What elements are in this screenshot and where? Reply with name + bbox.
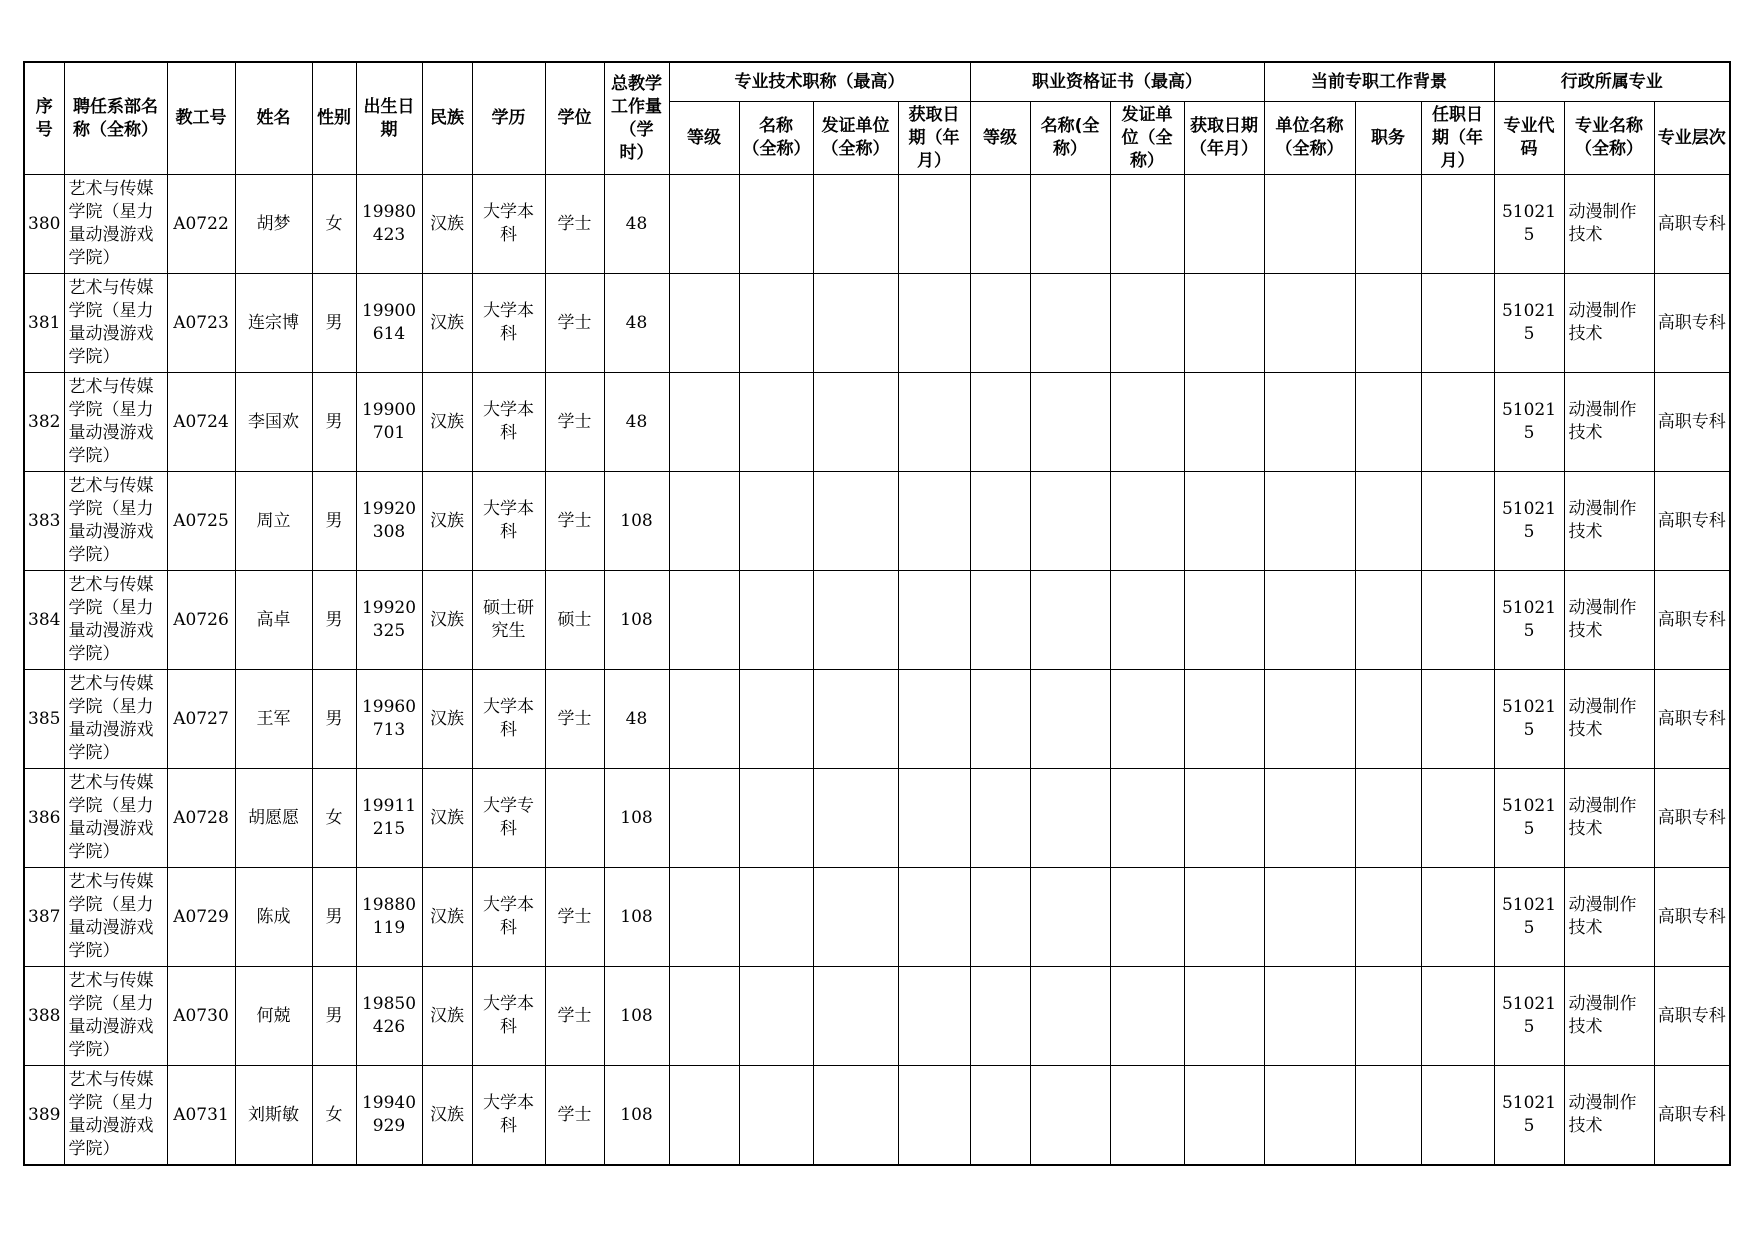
- cell-seq: 385: [24, 670, 64, 769]
- cell-edu: 大学本科: [472, 274, 545, 373]
- cell-major-name: 动漫制作技术: [1564, 472, 1654, 571]
- cell-gender: 女: [312, 1066, 356, 1166]
- cell-name: 陈成: [235, 868, 312, 967]
- cell-cert-issuer: [1110, 967, 1184, 1066]
- cell-cert-issuer: [1110, 769, 1184, 868]
- cell-title-name: [739, 1066, 813, 1166]
- col-header-cert-issuer: 发证单位（全称）: [1110, 102, 1184, 175]
- cell-hours: 108: [604, 1066, 669, 1166]
- cell-degree: 学士: [545, 274, 604, 373]
- cell-job-unit: [1264, 868, 1355, 967]
- table-row: [24, 967, 1730, 1066]
- cell-title-issuer: [813, 1066, 898, 1166]
- cell-gender: 男: [312, 967, 356, 1066]
- cell-dept: 艺术与传媒学院（星力量动漫游戏学院）: [64, 1066, 167, 1166]
- cell-cert-level: [970, 868, 1030, 967]
- table-row: [24, 1066, 1730, 1166]
- cell-job-unit: [1264, 1066, 1355, 1166]
- cell-cert-issuer: [1110, 1066, 1184, 1166]
- cell-edu: 大学本科: [472, 175, 545, 274]
- cell-major-code: 510215: [1494, 967, 1564, 1066]
- cell-major-name: 动漫制作技术: [1564, 769, 1654, 868]
- cell-job-unit: [1264, 571, 1355, 670]
- cell-cert-name: [1030, 175, 1110, 274]
- cell-seq: 382: [24, 373, 64, 472]
- cell-name: 胡愿愿: [235, 769, 312, 868]
- cell-cert-issuer: [1110, 472, 1184, 571]
- cell-job-date: [1421, 175, 1494, 274]
- cell-job-unit: [1264, 769, 1355, 868]
- cell-title-name: [739, 571, 813, 670]
- cell-cert-issuer: [1110, 175, 1184, 274]
- cell-cert-date: [1184, 967, 1264, 1066]
- cell-edu: 大学本科: [472, 967, 545, 1066]
- cell-gender: 男: [312, 373, 356, 472]
- cell-job-unit: [1264, 967, 1355, 1066]
- cell-major-code: 510215: [1494, 373, 1564, 472]
- cell-gender: 男: [312, 868, 356, 967]
- group-header-job: 当前专职工作背景: [1264, 62, 1494, 102]
- cell-name: 高卓: [235, 571, 312, 670]
- cell-cert-level: [970, 373, 1030, 472]
- cell-degree: 学士: [545, 868, 604, 967]
- cell-major-code: 510215: [1494, 274, 1564, 373]
- cell-major-code: 510215: [1494, 868, 1564, 967]
- cell-cert-date: [1184, 670, 1264, 769]
- cell-cert-issuer: [1110, 274, 1184, 373]
- col-header-staff-id: 教工号: [167, 62, 235, 175]
- cell-cert-level: [970, 571, 1030, 670]
- cell-ethnic: 汉族: [422, 1066, 472, 1166]
- cell-job-date: [1421, 1066, 1494, 1166]
- cell-cert-name: [1030, 472, 1110, 571]
- cell-major-name: 动漫制作技术: [1564, 868, 1654, 967]
- cell-ethnic: 汉族: [422, 868, 472, 967]
- cell-dept: 艺术与传媒学院（星力量动漫游戏学院）: [64, 175, 167, 274]
- cell-gender: 男: [312, 274, 356, 373]
- cell-major-level: 高职专科: [1654, 670, 1730, 769]
- cell-title-name: [739, 670, 813, 769]
- cell-cert-date: [1184, 868, 1264, 967]
- cell-hours: 108: [604, 571, 669, 670]
- cell-hours: 108: [604, 472, 669, 571]
- cell-major-code: 510215: [1494, 472, 1564, 571]
- cell-title-issuer: [813, 670, 898, 769]
- cell-dept: 艺术与传媒学院（星力量动漫游戏学院）: [64, 670, 167, 769]
- table-row: [24, 571, 1730, 670]
- cell-cert-name: [1030, 967, 1110, 1066]
- cell-title-issuer: [813, 967, 898, 1066]
- cell-gender: 女: [312, 175, 356, 274]
- cell-title-date: [898, 373, 970, 472]
- cell-birth: 19920308: [356, 472, 422, 571]
- col-header-hours: 总教学工作量（学时）: [604, 62, 669, 175]
- cell-cert-issuer: [1110, 868, 1184, 967]
- cell-staff-id: A0724: [167, 373, 235, 472]
- cell-title-issuer: [813, 571, 898, 670]
- col-header-job-unit: 单位名称（全称）: [1264, 102, 1355, 175]
- cell-title-level: [669, 472, 739, 571]
- cell-title-level: [669, 670, 739, 769]
- cell-degree: 学士: [545, 373, 604, 472]
- cell-cert-level: [970, 670, 1030, 769]
- cell-name: 刘斯敏: [235, 1066, 312, 1166]
- cell-job-unit: [1264, 670, 1355, 769]
- table-row: [24, 373, 1730, 472]
- cell-cert-date: [1184, 175, 1264, 274]
- cell-cert-level: [970, 175, 1030, 274]
- cell-title-date: [898, 868, 970, 967]
- cell-job-position: [1355, 1066, 1421, 1166]
- cell-title-name: [739, 472, 813, 571]
- cell-cert-date: [1184, 274, 1264, 373]
- cell-birth: 19900701: [356, 373, 422, 472]
- cell-title-level: [669, 571, 739, 670]
- cell-title-date: [898, 274, 970, 373]
- table-row: [24, 175, 1730, 274]
- cell-title-level: [669, 274, 739, 373]
- table-row: [24, 868, 1730, 967]
- cell-degree: [545, 769, 604, 868]
- cell-staff-id: A0722: [167, 175, 235, 274]
- cell-name: 连宗博: [235, 274, 312, 373]
- col-header-title-level: 等级: [669, 102, 739, 175]
- cell-job-position: [1355, 769, 1421, 868]
- cell-major-code: 510215: [1494, 1066, 1564, 1166]
- cell-title-issuer: [813, 274, 898, 373]
- cell-title-name: [739, 967, 813, 1066]
- cell-job-date: [1421, 472, 1494, 571]
- cell-edu: 硕士研究生: [472, 571, 545, 670]
- cell-title-issuer: [813, 175, 898, 274]
- cell-major-code: 510215: [1494, 571, 1564, 670]
- cell-hours: 108: [604, 769, 669, 868]
- cell-birth: 19940929: [356, 1066, 422, 1166]
- cell-cert-issuer: [1110, 670, 1184, 769]
- cell-birth: 19880119: [356, 868, 422, 967]
- cell-title-issuer: [813, 373, 898, 472]
- cell-major-level: 高职专科: [1654, 571, 1730, 670]
- cell-job-position: [1355, 670, 1421, 769]
- cell-seq: 380: [24, 175, 64, 274]
- cell-gender: 女: [312, 769, 356, 868]
- cell-edu: 大学本科: [472, 472, 545, 571]
- col-header-cert-level: 等级: [970, 102, 1030, 175]
- cell-title-name: [739, 769, 813, 868]
- cell-edu: 大学本科: [472, 868, 545, 967]
- cell-seq: 389: [24, 1066, 64, 1166]
- col-header-dept: 聘任系部名称（全称）: [64, 62, 167, 175]
- cell-major-name: 动漫制作技术: [1564, 373, 1654, 472]
- cell-dept: 艺术与传媒学院（星力量动漫游戏学院）: [64, 868, 167, 967]
- cell-birth: 19980423: [356, 175, 422, 274]
- cell-cert-date: [1184, 472, 1264, 571]
- col-header-job-date: 任职日期（年月）: [1421, 102, 1494, 175]
- cell-staff-id: A0723: [167, 274, 235, 373]
- cell-edu: 大学本科: [472, 1066, 545, 1166]
- cell-job-unit: [1264, 472, 1355, 571]
- cell-degree: 学士: [545, 175, 604, 274]
- cell-degree: 学士: [545, 670, 604, 769]
- group-header-major: 行政所属专业: [1494, 62, 1730, 102]
- cell-major-level: 高职专科: [1654, 472, 1730, 571]
- table-row: [24, 472, 1730, 571]
- cell-degree: 学士: [545, 1066, 604, 1166]
- cell-birth: 19920325: [356, 571, 422, 670]
- table-row: [24, 769, 1730, 868]
- col-header-gender: 性别: [312, 62, 356, 175]
- cell-staff-id: A0727: [167, 670, 235, 769]
- cell-birth: 19960713: [356, 670, 422, 769]
- col-header-cert-date: 获取日期（年月）: [1184, 102, 1264, 175]
- col-header-birth: 出生日期: [356, 62, 422, 175]
- table-body: [24, 175, 1730, 1166]
- cell-title-date: [898, 175, 970, 274]
- cell-cert-date: [1184, 571, 1264, 670]
- cell-major-level: 高职专科: [1654, 373, 1730, 472]
- cell-job-position: [1355, 274, 1421, 373]
- col-header-name: 姓名: [235, 62, 312, 175]
- cell-degree: 学士: [545, 472, 604, 571]
- group-header-cert: 职业资格证书（最高）: [970, 62, 1264, 102]
- cell-major-level: 高职专科: [1654, 967, 1730, 1066]
- cell-dept: 艺术与传媒学院（星力量动漫游戏学院）: [64, 274, 167, 373]
- cell-major-name: 动漫制作技术: [1564, 967, 1654, 1066]
- cell-major-level: 高职专科: [1654, 868, 1730, 967]
- cell-dept: 艺术与传媒学院（星力量动漫游戏学院）: [64, 769, 167, 868]
- cell-hours: 48: [604, 175, 669, 274]
- cell-cert-name: [1030, 571, 1110, 670]
- cell-job-position: [1355, 472, 1421, 571]
- cell-seq: 386: [24, 769, 64, 868]
- cell-staff-id: A0726: [167, 571, 235, 670]
- cell-job-position: [1355, 373, 1421, 472]
- cell-major-level: 高职专科: [1654, 1066, 1730, 1166]
- cell-cert-name: [1030, 670, 1110, 769]
- cell-title-name: [739, 175, 813, 274]
- cell-cert-date: [1184, 769, 1264, 868]
- cell-gender: 男: [312, 670, 356, 769]
- cell-gender: 男: [312, 472, 356, 571]
- cell-title-level: [669, 1066, 739, 1166]
- cell-name: 胡梦: [235, 175, 312, 274]
- cell-job-date: [1421, 670, 1494, 769]
- cell-title-date: [898, 571, 970, 670]
- cell-cert-name: [1030, 769, 1110, 868]
- cell-title-date: [898, 670, 970, 769]
- cell-title-level: [669, 868, 739, 967]
- col-header-seq: 序号: [24, 62, 64, 175]
- cell-title-date: [898, 967, 970, 1066]
- cell-major-level: 高职专科: [1654, 274, 1730, 373]
- col-header-degree: 学位: [545, 62, 604, 175]
- table-row: [24, 670, 1730, 769]
- cell-ethnic: 汉族: [422, 670, 472, 769]
- cell-job-unit: [1264, 373, 1355, 472]
- cell-ethnic: 汉族: [422, 769, 472, 868]
- cell-name: 王军: [235, 670, 312, 769]
- cell-seq: 388: [24, 967, 64, 1066]
- cell-title-name: [739, 868, 813, 967]
- cell-dept: 艺术与传媒学院（星力量动漫游戏学院）: [64, 571, 167, 670]
- cell-cert-name: [1030, 868, 1110, 967]
- cell-edu: 大学专科: [472, 769, 545, 868]
- cell-cert-level: [970, 472, 1030, 571]
- cell-ethnic: 汉族: [422, 274, 472, 373]
- cell-title-issuer: [813, 769, 898, 868]
- cell-hours: 108: [604, 967, 669, 1066]
- cell-cert-level: [970, 769, 1030, 868]
- cell-seq: 384: [24, 571, 64, 670]
- group-header-title: 专业技术职称（最高）: [669, 62, 970, 102]
- cell-title-level: [669, 175, 739, 274]
- col-header-cert-name: 名称(全称）: [1030, 102, 1110, 175]
- cell-title-issuer: [813, 868, 898, 967]
- cell-job-unit: [1264, 274, 1355, 373]
- cell-cert-name: [1030, 274, 1110, 373]
- cell-ethnic: 汉族: [422, 175, 472, 274]
- cell-gender: 男: [312, 571, 356, 670]
- cell-job-unit: [1264, 175, 1355, 274]
- cell-major-code: 510215: [1494, 670, 1564, 769]
- cell-hours: 108: [604, 868, 669, 967]
- cell-title-date: [898, 1066, 970, 1166]
- cell-job-position: [1355, 571, 1421, 670]
- cell-hours: 48: [604, 670, 669, 769]
- col-header-title-date: 获取日期（年月）: [898, 102, 970, 175]
- cell-hours: 48: [604, 373, 669, 472]
- cell-title-name: [739, 274, 813, 373]
- cell-cert-issuer: [1110, 571, 1184, 670]
- cell-job-position: [1355, 175, 1421, 274]
- cell-title-name: [739, 373, 813, 472]
- cell-title-date: [898, 769, 970, 868]
- cell-major-name: 动漫制作技术: [1564, 1066, 1654, 1166]
- cell-cert-date: [1184, 1066, 1264, 1166]
- cell-ethnic: 汉族: [422, 967, 472, 1066]
- cell-major-level: 高职专科: [1654, 175, 1730, 274]
- col-header-major-name: 专业名称（全称）: [1564, 102, 1654, 175]
- cell-ethnic: 汉族: [422, 571, 472, 670]
- cell-edu: 大学本科: [472, 670, 545, 769]
- cell-edu: 大学本科: [472, 373, 545, 472]
- cell-cert-level: [970, 274, 1030, 373]
- cell-seq: 387: [24, 868, 64, 967]
- staff-table: [23, 61, 1731, 1166]
- col-header-edu: 学历: [472, 62, 545, 175]
- cell-title-level: [669, 769, 739, 868]
- cell-degree: 学士: [545, 967, 604, 1066]
- cell-title-level: [669, 373, 739, 472]
- cell-job-position: [1355, 967, 1421, 1066]
- cell-job-date: [1421, 868, 1494, 967]
- cell-ethnic: 汉族: [422, 472, 472, 571]
- col-header-job-position: 职务: [1355, 102, 1421, 175]
- cell-major-name: 动漫制作技术: [1564, 670, 1654, 769]
- cell-cert-level: [970, 1066, 1030, 1166]
- cell-job-date: [1421, 967, 1494, 1066]
- cell-title-level: [669, 967, 739, 1066]
- cell-major-name: 动漫制作技术: [1564, 274, 1654, 373]
- cell-name: 何兢: [235, 967, 312, 1066]
- cell-name: 周立: [235, 472, 312, 571]
- cell-job-date: [1421, 571, 1494, 670]
- cell-birth: 19900614: [356, 274, 422, 373]
- cell-birth: 19850426: [356, 967, 422, 1066]
- cell-cert-name: [1030, 1066, 1110, 1166]
- cell-dept: 艺术与传媒学院（星力量动漫游戏学院）: [64, 967, 167, 1066]
- cell-cert-name: [1030, 373, 1110, 472]
- cell-major-name: 动漫制作技术: [1564, 571, 1654, 670]
- cell-staff-id: A0730: [167, 967, 235, 1066]
- cell-job-position: [1355, 868, 1421, 967]
- col-header-title-name: 名称（全称）: [739, 102, 813, 175]
- col-header-major-level: 专业层次: [1654, 102, 1730, 175]
- cell-degree: 硕士: [545, 571, 604, 670]
- cell-ethnic: 汉族: [422, 373, 472, 472]
- cell-name: 李国欢: [235, 373, 312, 472]
- cell-cert-issuer: [1110, 373, 1184, 472]
- cell-dept: 艺术与传媒学院（星力量动漫游戏学院）: [64, 472, 167, 571]
- header-row-1: [24, 62, 1730, 102]
- cell-title-issuer: [813, 472, 898, 571]
- table-row: [24, 274, 1730, 373]
- col-header-major-code: 专业代码: [1494, 102, 1564, 175]
- col-header-ethnic: 民族: [422, 62, 472, 175]
- cell-title-date: [898, 472, 970, 571]
- cell-job-date: [1421, 373, 1494, 472]
- cell-staff-id: A0728: [167, 769, 235, 868]
- cell-dept: 艺术与传媒学院（星力量动漫游戏学院）: [64, 373, 167, 472]
- cell-staff-id: A0725: [167, 472, 235, 571]
- cell-staff-id: A0731: [167, 1066, 235, 1166]
- cell-seq: 381: [24, 274, 64, 373]
- cell-major-code: 510215: [1494, 769, 1564, 868]
- cell-cert-date: [1184, 373, 1264, 472]
- cell-major-code: 510215: [1494, 175, 1564, 274]
- cell-staff-id: A0729: [167, 868, 235, 967]
- cell-cert-level: [970, 967, 1030, 1066]
- cell-hours: 48: [604, 274, 669, 373]
- cell-major-name: 动漫制作技术: [1564, 175, 1654, 274]
- cell-job-date: [1421, 274, 1494, 373]
- cell-birth: 19911215: [356, 769, 422, 868]
- col-header-title-issuer: 发证单位（全称）: [813, 102, 898, 175]
- cell-major-level: 高职专科: [1654, 769, 1730, 868]
- cell-seq: 383: [24, 472, 64, 571]
- cell-job-date: [1421, 769, 1494, 868]
